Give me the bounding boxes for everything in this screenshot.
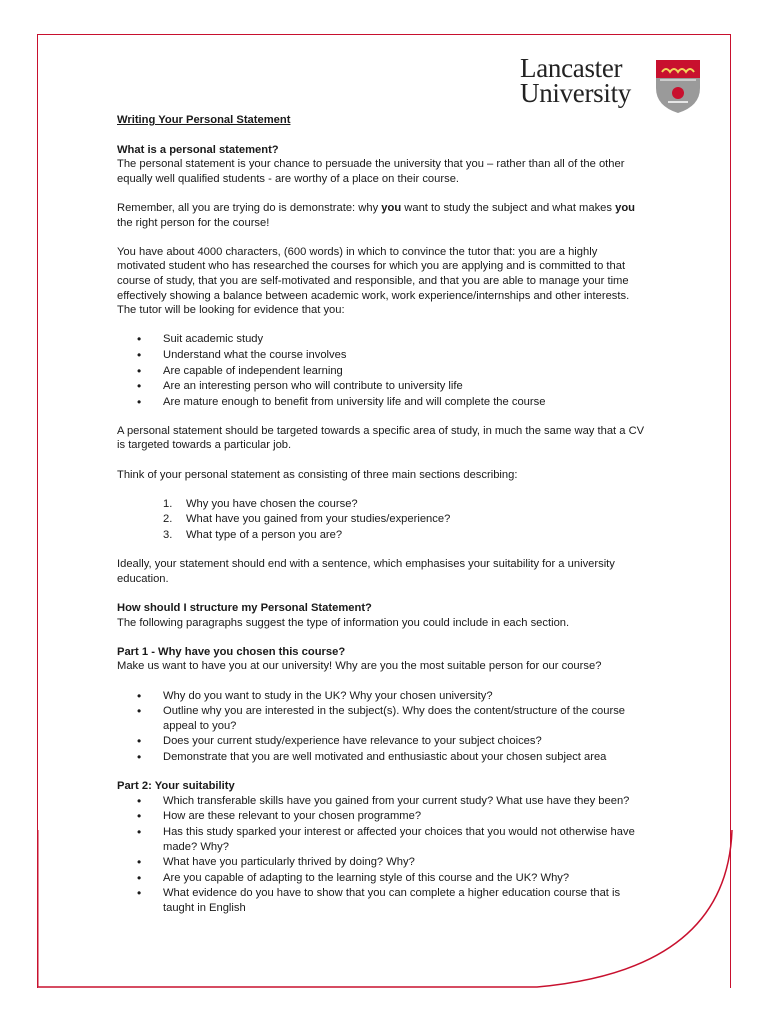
section-heading-part1: Part 1 - Why have you chosen this course? <box>117 645 346 658</box>
list-item: • Suit academic study <box>117 332 647 347</box>
list-item: • What evidence do you have to show that you can complete a higher education course that is taught in English <box>117 886 647 915</box>
list-item: • Which transferable skills have you gained from your current study? What use have they been? <box>117 794 647 809</box>
list-item: • Demonstrate that you are well motivated and enthusiastic about your chosen subject area <box>117 750 647 765</box>
list-item: • What have you particularly thrived by doing? Why? <box>117 855 647 870</box>
logo-wordmark <box>520 53 631 108</box>
logo-line-2: University <box>520 78 631 108</box>
paragraph: The following paragraphs suggest the type of information you could include in each section. <box>117 616 570 629</box>
paragraph: Remember, all you are trying do is demonstrate: why you want to study the subject and what makes you the right person for the course! <box>117 201 635 229</box>
document-body <box>117 113 647 916</box>
list-item: 2. What have you gained from your studies/experience? <box>163 513 451 526</box>
list-item: • Are an interesting person who will contribute to university life <box>117 379 647 394</box>
university-logo <box>520 53 710 118</box>
paragraph: Think of your personal statement as consisting of three main sections describing: <box>117 468 518 481</box>
evidence-list <box>117 332 647 409</box>
paragraph: Ideally, your statement should end with a sentence, which emphasises your suitability for a university education. <box>117 558 615 585</box>
list-item: 3. What type of a person you are? <box>163 529 343 542</box>
paragraph: Make us want to have you at our university! Why are you the most suitable person for our course? <box>117 660 602 673</box>
list-item: • Outline why you are interested in the subject(s). Why does the content/structure of the course appeal to you? <box>117 704 647 733</box>
section-heading-what: What is a personal statement? <box>117 143 279 156</box>
crest-icon <box>654 58 702 114</box>
list-item: • Why do you want to study in the UK? Why your chosen university? <box>117 689 647 704</box>
paragraph: A personal statement should be targeted towards a specific area of study, in much the same way that a CV is targeted towards a particular job. <box>117 424 645 452</box>
section-heading-structure: How should I structure my Personal Statement? <box>117 602 372 614</box>
part1-list <box>117 689 647 765</box>
list-item: • Are capable of independent learning <box>117 364 647 379</box>
logo-line-1: Lancaster <box>520 53 623 83</box>
section-heading-part2: Part 2: Your suitability <box>117 780 235 793</box>
sections-list <box>117 497 647 543</box>
part2-list <box>117 794 647 916</box>
paragraph: You have about 4000 characters, (600 words) in which to convince the tutor that: you are a highly motivated student who has researched the courses for which you are applying and is committed to that course of study, that you are self-motivated and responsible, and that you are able to manage your time effectively showing a balance between academic work, work experience/internships and other interests. The tutor will be looking for evidence that you: <box>117 245 630 317</box>
document-title: Writing Your Personal Statement <box>117 114 291 126</box>
list-item: • How are these relevant to your chosen programme? <box>117 809 647 824</box>
list-item: • Are mature enough to benefit from university life and will complete the course <box>117 395 647 410</box>
list-item: • Does your current study/experience have relevance to your subject choices? <box>117 734 647 749</box>
list-item: • Are you capable of adapting to the learning style of this course and the UK? Why? <box>117 871 647 886</box>
list-item: 1. Why you have chosen the course? <box>163 497 358 510</box>
list-item: • Has this study sparked your interest or affected your choices that you would not otherwise have made? Why? <box>117 825 647 854</box>
list-item: • Understand what the course involves <box>117 348 647 363</box>
paragraph: The personal statement is your chance to persuade the university that you – rather than all of the other equally well qualified students - are worthy of a place on their course. <box>117 158 625 185</box>
